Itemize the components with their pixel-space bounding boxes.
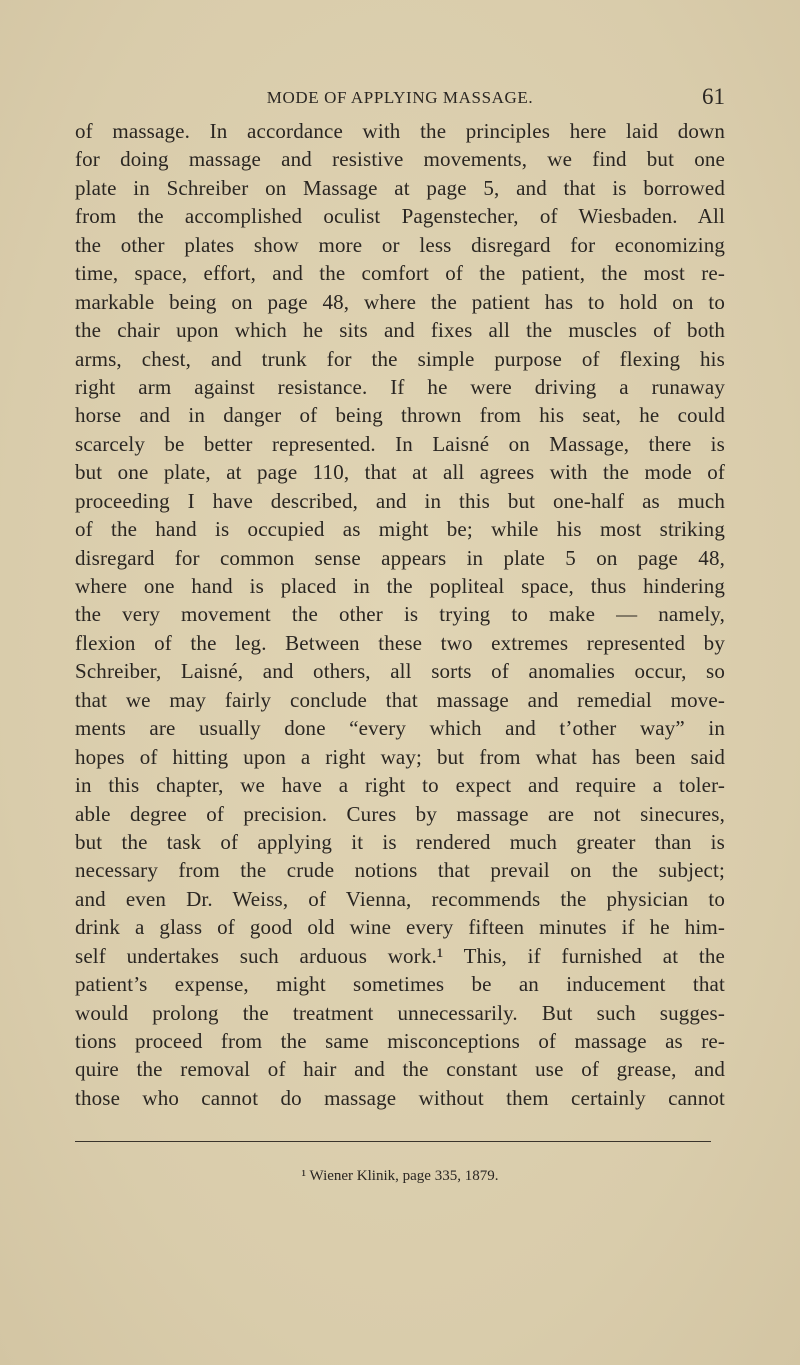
text-line: horse and in danger of being thrown from his seat, he could [75, 403, 725, 428]
running-head [75, 84, 725, 112]
text-line: tions proceed from the same misconceptions of massage as re- [75, 1029, 725, 1053]
text-line: Schreiber, Laisné, and others, all sorts of anomalies occur, so [75, 659, 725, 684]
text-line: the very movement the other is trying to make — namely, [75, 602, 725, 627]
text-line: drink a glass of good old wine every fifteen minutes if he him- [75, 915, 725, 940]
footnote: ¹ Wiener Klinik, page 335, 1879. [301, 1168, 499, 1184]
text-line: and even Dr. Weiss, of Vienna, recommends the physician to [75, 886, 725, 911]
text-line: the other plates show more or less disregard for economizing [75, 232, 725, 257]
text-line: in this chapter, we have a right to expect and require a toler- [75, 773, 725, 798]
text-line: markable being on page 48, where the patient has to hold on to [75, 289, 725, 314]
text-line: from the accomplished oculist Pagenstecher, of Wiesbaden. All [75, 204, 725, 229]
text-line: quire the removal of hair and the constant use of grease, and [75, 1057, 725, 1082]
text-line: hopes of hitting upon a right way; but from what has been said [75, 744, 725, 769]
text-line: where one hand is placed in the popliteal space, thus hindering [75, 574, 725, 598]
running-title: MODE OF APPLYING MASSAGE. [266, 88, 534, 107]
text-line: those who cannot do massage without them certainly cannot [75, 1085, 725, 1110]
text-line: the chair upon which he sits and fixes all the muscles of both [75, 318, 725, 343]
text-line: for doing massage and resistive movements, we find but one [75, 147, 725, 172]
text-line: but one plate, at page 110, that at all agrees with the mode of [75, 460, 725, 485]
text-line: flexion of the leg. Between these two extremes represented by [75, 630, 725, 655]
text-line: proceeding I have described, and in this but one-half as much [75, 488, 725, 513]
text-line: would prolong the treatment unnecessarily. But such sugges- [75, 1000, 725, 1025]
footnote-rule [75, 1141, 711, 1142]
text-line: ments are usually done “every which and t’other way” in [75, 716, 725, 741]
text-line: right arm against resistance. If he were driving a runaway [75, 374, 725, 399]
text-line: that we may fairly conclude that massage and remedial move- [75, 687, 725, 712]
text-line: disregard for common sense appears in plate 5 on page 48, [75, 545, 725, 570]
text-line: able degree of precision. Cures by massage are not sinecures, [75, 801, 725, 826]
text-line: arms, chest, and trunk for the simple purpose of flexing his [75, 346, 725, 371]
page-number: 61 [702, 84, 725, 109]
text-line: of massage. In accordance with the principles here laid down [75, 119, 725, 143]
text-line: but the task of applying it is rendered much greater than is [75, 829, 725, 854]
text-line: scarcely be better represented. In Laisné on Massage, there is [75, 431, 725, 456]
body-text [75, 117, 725, 1112]
text-line: of the hand is occupied as might be; while his most striking [75, 517, 725, 542]
text-line: necessary from the crude notions that prevail on the subject; [75, 858, 725, 883]
text-line: patient’s expense, might sometimes be an inducement that [75, 972, 725, 997]
text-line: plate in Schreiber on Massage at page 5, and that is borrowed [75, 175, 725, 200]
text-line: self undertakes such arduous work.¹ This, if furnished at the [75, 943, 725, 968]
text-line: time, space, effort, and the comfort of the patient, the most re- [75, 261, 725, 286]
